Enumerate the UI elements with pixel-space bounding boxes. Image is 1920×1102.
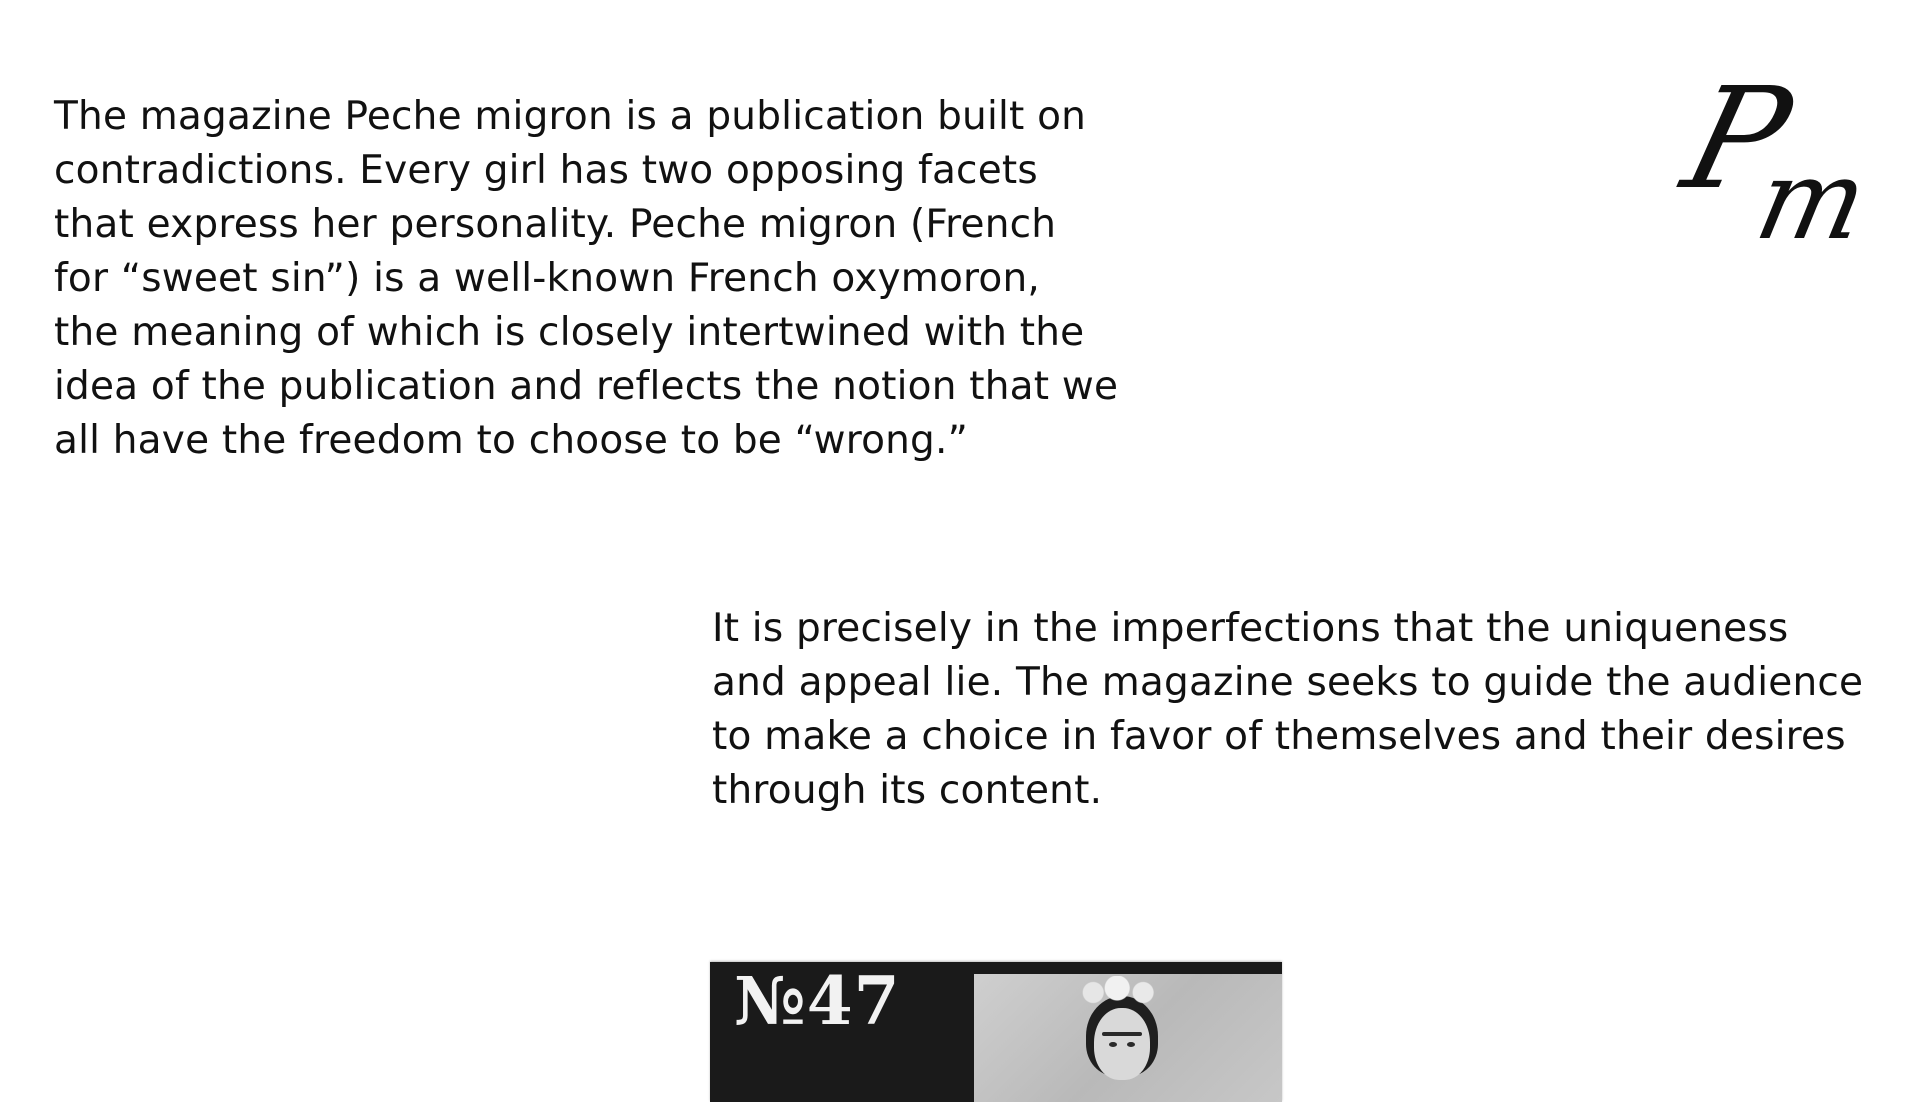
portrait-eye-left xyxy=(1109,1042,1117,1047)
magazine-cover-image xyxy=(710,962,1282,1102)
pm-monogram-logo xyxy=(1665,58,1895,270)
portrait-face xyxy=(1094,1008,1150,1080)
issue-number: №47 xyxy=(734,962,901,1040)
logo-letter-p: P xyxy=(1669,58,1805,221)
intro-paragraph-1: The magazine Peche migron is a publication built on contradictions. Every girl has two opposing facets that express her personality. Peche migron (French for “sweet sin”) is a well-known French oxymoron, the meaning of which is closely intertwined with the idea of the publication and reflects the notion that we all have the freedom to choose to be “wrong.” xyxy=(54,94,1119,463)
portrait-flower-crown xyxy=(1074,976,1170,1006)
intro-paragraph-2: It is precisely in the imperfections that the uniqueness and appeal lie. The magazine seeks to guide the audience to make a choice in favor of themselves and their desires through its content. xyxy=(712,606,1864,813)
cover-portrait-photo xyxy=(974,974,1282,1102)
portrait-brow xyxy=(1102,1032,1142,1036)
portrait-eye-right xyxy=(1127,1042,1135,1047)
logo-letter-m: m xyxy=(1746,136,1878,264)
